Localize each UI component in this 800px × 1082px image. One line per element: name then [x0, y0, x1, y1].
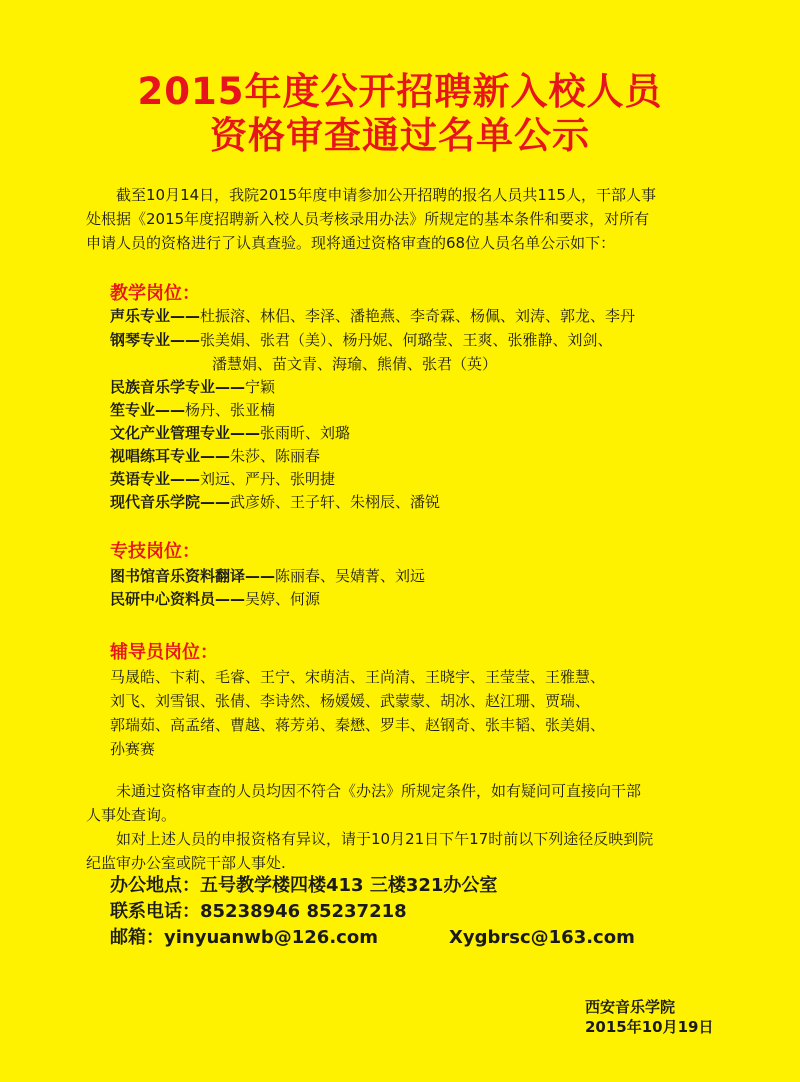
email-link-1[interactable]: yinyuanwb@126.com [164, 927, 378, 948]
list-item: 民研中心资料员——吴婷、何源 [110, 590, 321, 608]
section-counselor-heading: 辅导员岗位： [110, 642, 218, 663]
list-item: 刘飞、刘雪银、张倩、李诗然、杨媛媛、武蒙蒙、胡冰、赵江珊、贾瑞、 [110, 692, 591, 710]
section-technical-heading: 专技岗位： [110, 541, 200, 562]
list-item: 孙赛赛 [110, 740, 156, 758]
list-item: 图书馆音乐资料翻译——陈丽春、吴婧菁、刘远 [110, 567, 426, 585]
office-address: 办公地点：五号教学楼四楼413 三楼321办公室 [110, 875, 498, 896]
list-item: 声乐专业——杜振溶、林侣、李泽、潘艳燕、李奇霖、杨佩、刘涛、郭龙、李丹 [110, 307, 636, 325]
list-item: 钢琴专业——张美娟、张君（美）、杨丹妮、何璐莹、王爽、张雅静、刘剑、 [110, 331, 613, 349]
signature-date: 2015年10月19日 [585, 1018, 714, 1036]
list-item: 郭瑞茹、高孟绪、曹越、蒋芳弟、秦懋、罗丰、赵钢奇、张丰韬、张美娟、 [110, 716, 606, 734]
list-item: 视唱练耳专业——朱莎、陈丽春 [110, 447, 321, 465]
list-item: 笙专业——杨丹、张亚楠 [110, 401, 276, 419]
list-item: 民族音乐学专业——宁颖 [110, 378, 276, 396]
list-item: 英语专业——刘远、严丹、张明捷 [110, 470, 336, 488]
list-item: 潘慧娟、苗文青、海瑜、熊倩、张君（英） [212, 355, 498, 373]
email-line: 邮箱：yinyuanwb@126.com [110, 927, 378, 948]
list-item: 文化产业管理专业——张雨昕、刘璐 [110, 424, 351, 442]
phone-numbers: 联系电话：85238946 85237218 [110, 901, 407, 922]
section-teaching-heading: 教学岗位： [110, 283, 200, 304]
page-subtitle: 资格审查通过名单公示 [210, 114, 590, 157]
list-item: 马晟皓、卞莉、毛睿、王宁、宋萌洁、王尚清、王晓宇、王莹莹、王雅慧、 [110, 668, 606, 686]
page-title: 2015年度公开招聘新入校人员 [137, 70, 663, 113]
intro-paragraph: 截至10月14日，我院2015年度申请参加公开招聘的报名人员共115人，干部人事 处根据《2015年度招聘新入校人员考核录用办法》所规定的基本条件和要求，对所有 申请人员的资格进行了认真查验。现将通过资格审查的68位人员名单公示如下： [86, 186, 656, 252]
list-item: 现代音乐学院——武彦娇、王子轩、朱栩辰、潘锐 [110, 493, 441, 511]
signature-org: 西安音乐学院 [585, 998, 676, 1016]
note-paragraph: 未通过资格审查的人员均因不符合《办法》所规定条件，如有疑问可直接向干部 人事处查询。 如对上述人员的申报资格有异议，请于10月21日下午17时前以下列途径反映到院 纪监审办公室或院干部人事处. [86, 782, 654, 872]
email-link-2[interactable]: Xygbrsc@163.com [449, 927, 635, 948]
